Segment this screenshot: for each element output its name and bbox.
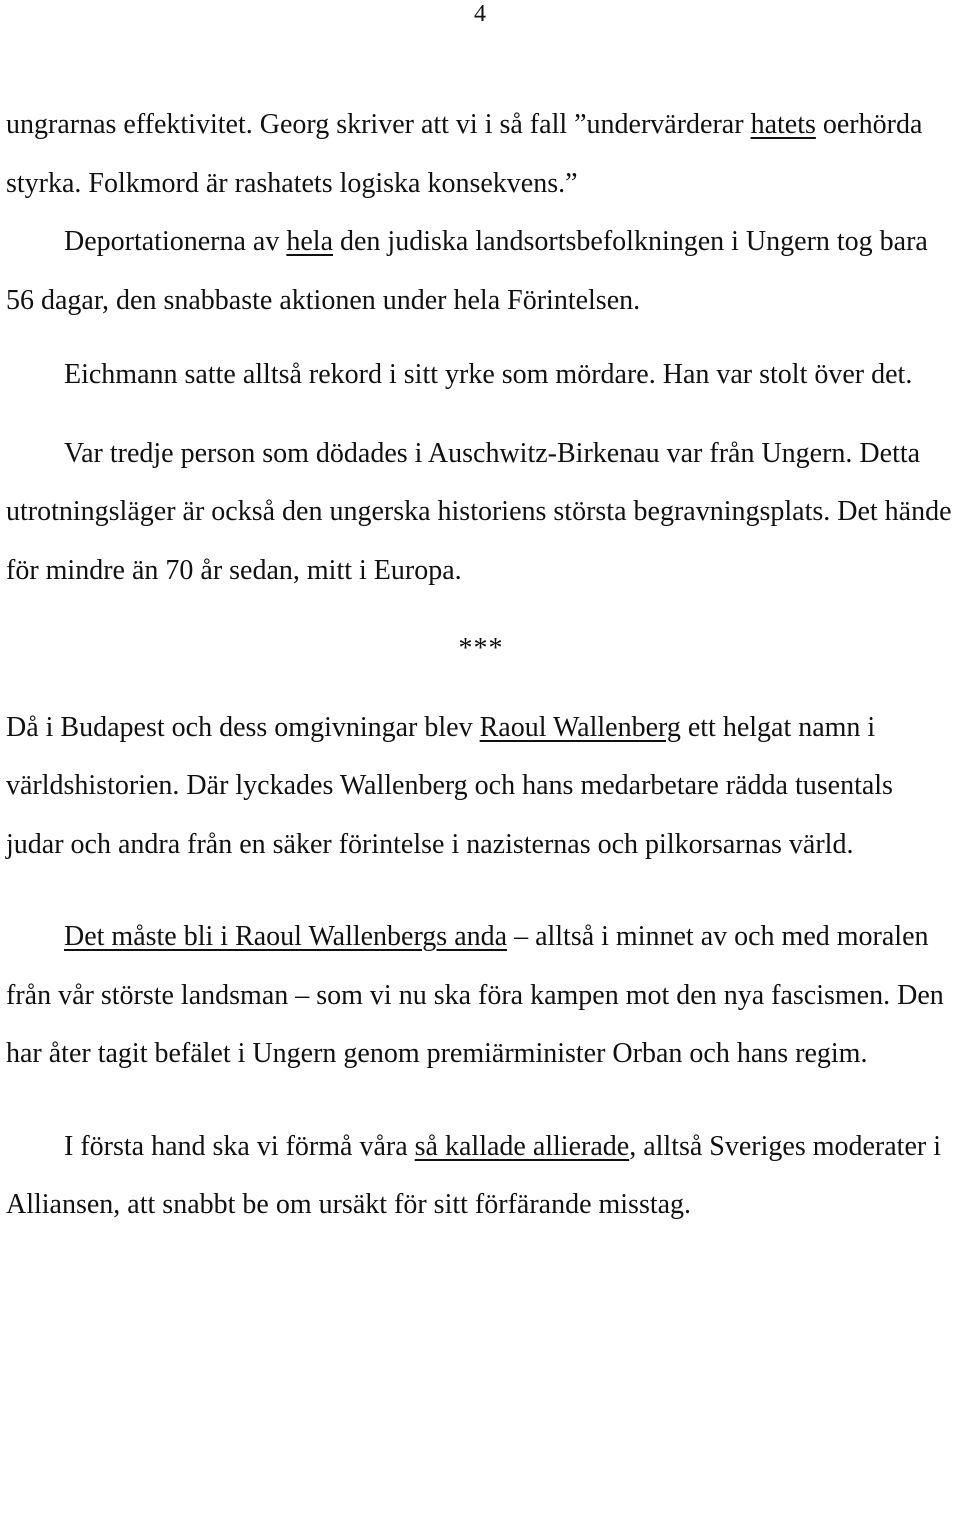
underlined-sa-kallade-allierade: så kallade allierade <box>414 1130 630 1162</box>
paragraph-1-text-b: oerhörda styrka. Folkmord är rashatets logiska konsekvens.” <box>6 109 923 199</box>
paragraph-7 <box>6 1118 956 1235</box>
underlined-hatets: hatets <box>750 109 816 140</box>
paragraph-3: Eichmann satte alltså rekord i sitt yrke som mördare. Han var stolt över det. <box>64 359 913 390</box>
page-number: 4 <box>474 1 486 27</box>
underlined-wallenbergs-anda: Det måste bli i Raoul Wallenbergs anda <box>64 921 508 952</box>
paragraph-6-text: – alltså i minnet av och med moralen från vår störste landsman – som vi nu ska föra kampen mot den nya fascismen. Den har åter tagit befälet i Ungern genom premiärminister Orban och hans regim. <box>6 921 944 1069</box>
paragraph-1-text-a: ungrarnas effektivitet. Georg skriver att vi i så fall ”undervärderar <box>6 109 751 140</box>
paragraph-2-text-a: Deportationerna av <box>64 226 287 257</box>
paragraph-5 <box>6 699 956 875</box>
paragraph-7-text-a: I första hand ska vi förmå våra <box>64 1130 415 1162</box>
underlined-hela: hela <box>286 226 333 257</box>
paragraph-5-text-a: Då i Budapest och dess omgivningar blev <box>6 711 480 743</box>
paragraph-4: Var tredje person som dödades i Auschwitz-Birkenau var från Ungern. Detta utrotningsläger är också den ungerska historiens största begravningsplats. Det hände för mindre än 70 år sedan, mitt i Europa. <box>6 437 952 586</box>
paragraph-7-text-b: , alltså Sveriges moderater i Alliansen, att snabbt be om ursäkt för sitt förfärande misstag. <box>6 1130 941 1220</box>
underlined-raoul-wallenberg: Raoul Wallenberg <box>479 711 681 743</box>
paragraph-2-text-b: den judiska landsortsbefolkningen i Ungern tog bara 56 dagar, den snabbaste aktionen under hela Förintelsen. <box>6 226 928 316</box>
document-body <box>6 96 956 1235</box>
paragraph-5-text-b: ett helgat namn i världshistorien. Där lyckades Wallenberg och hans medarbetare rädda tusentals judar och andra från en säker förintelse i nazisternas och pilkorsarnas värld. <box>6 711 893 860</box>
paragraph-2 <box>6 213 956 330</box>
section-separator: *** <box>458 633 504 664</box>
paragraph-6 <box>6 908 956 1084</box>
paragraph-1 <box>6 96 956 213</box>
